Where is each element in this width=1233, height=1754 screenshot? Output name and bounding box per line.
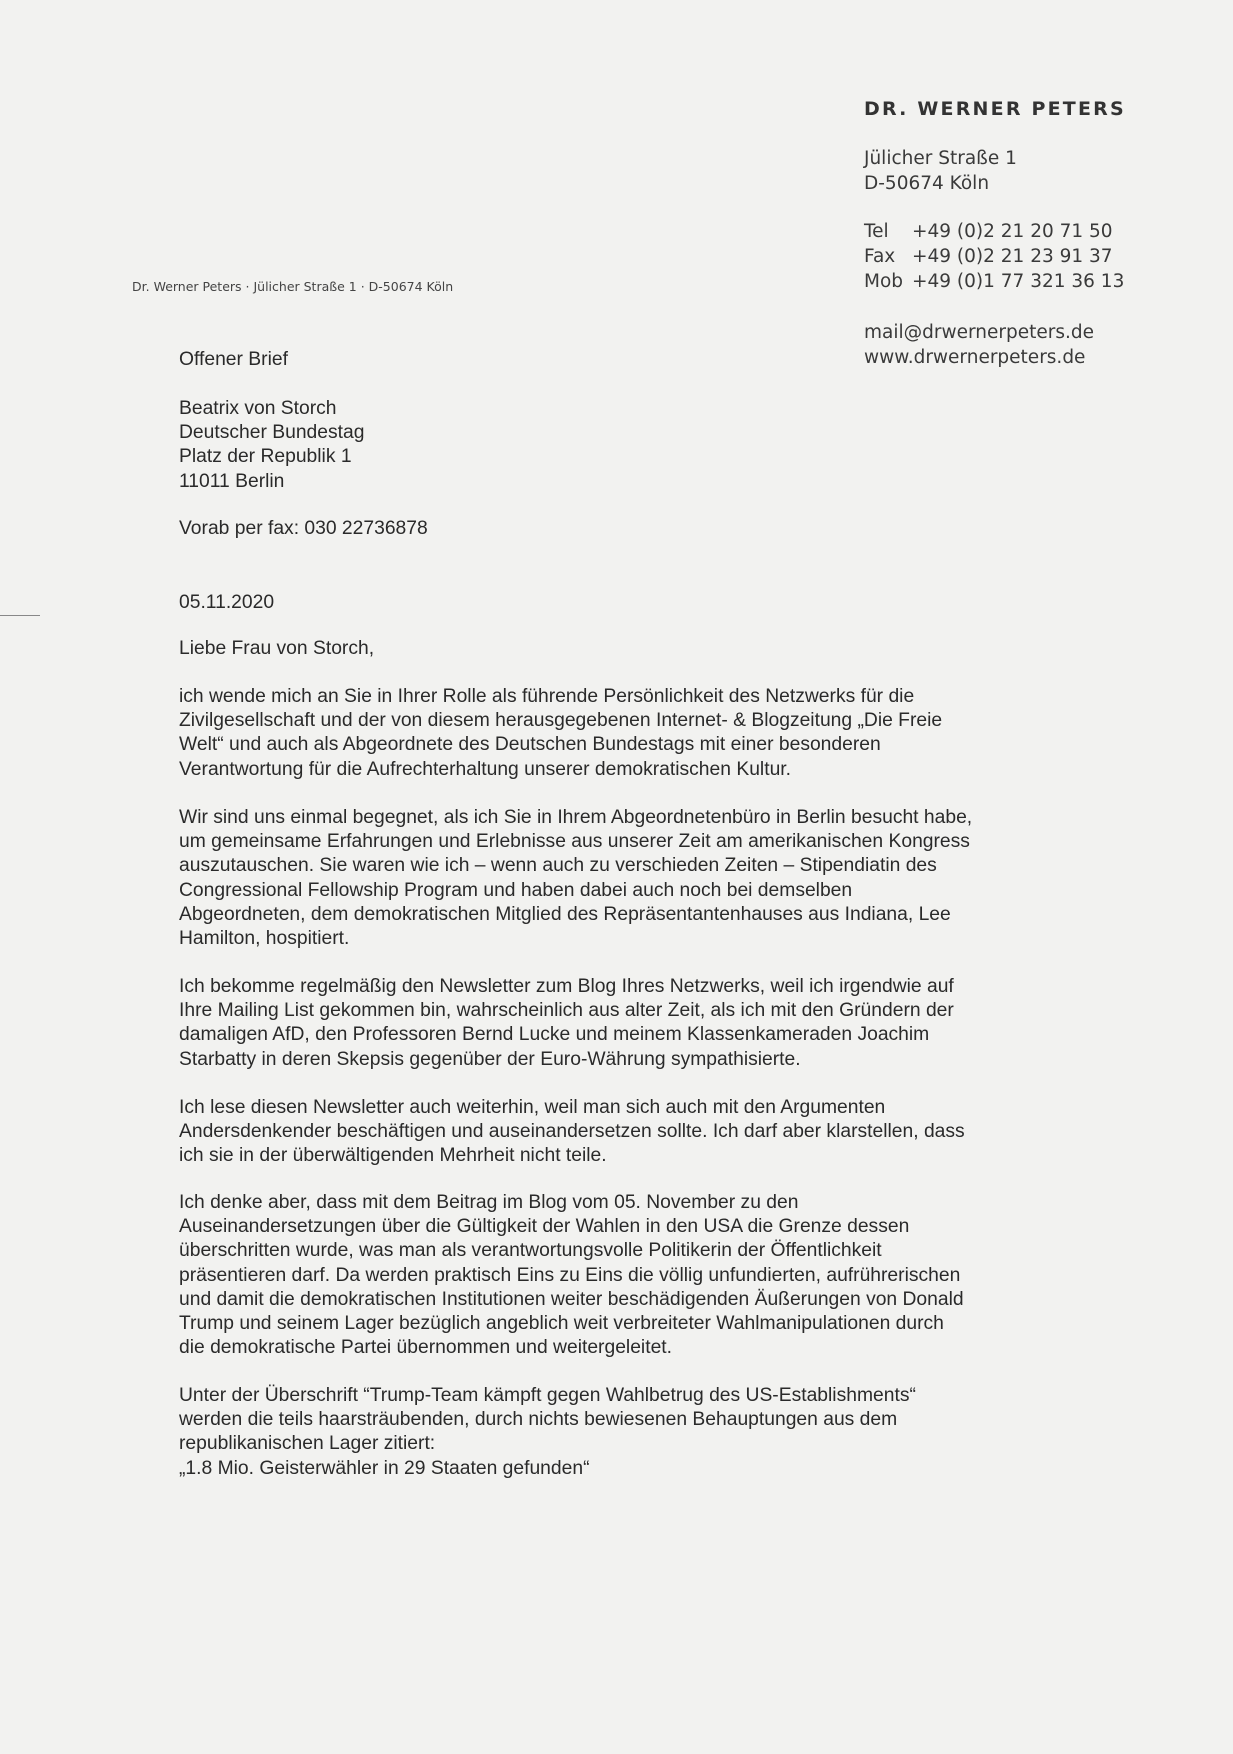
paragraph xyxy=(179,975,954,1072)
paragraph-line: ich wende mich an Sie in Ihrer Rolle als führende Persönlichkeit des Netzwerks für die xyxy=(179,686,915,707)
paragraph-line: um gemeinsame Erfahrungen und Erlebnisse aus unserer Zeit am amerikanischen Kongress xyxy=(179,831,970,853)
recipient-line: 11011 Berlin xyxy=(179,470,285,492)
fax-label: Fax xyxy=(864,246,896,267)
paragraph-line: Starbatty in deren Skepsis gegenüber der Euro-Währung sympathisierte. xyxy=(179,1048,801,1070)
paragraph-line: präsentieren darf. Da werden praktisch Eins zu Eins die völlig unfundierten, aufrührerischen xyxy=(179,1264,961,1286)
sender-email: mail@drwernerpeters.de xyxy=(864,322,1095,343)
sender-address xyxy=(864,146,1017,196)
paragraph-line: ich sie in der überwältigenden Mehrheit nicht teile. xyxy=(179,1145,607,1167)
recipient-line: Deutscher Bundestag xyxy=(179,422,365,444)
paragraph-line: Congressional Fellowship Program und haben dabei auch noch bei demselben xyxy=(179,879,853,901)
paragraph xyxy=(179,1191,964,1360)
paragraph-line: auszutauschen. Sie waren wie ich – wenn auch zu verschieden Zeiten – Stipendiatin des xyxy=(179,855,937,877)
paragraph xyxy=(179,1096,965,1169)
paragraph-line: Ich bekomme regelmäßig den Newsletter zum Blog Ihres Netzwerks, weil ich irgendwie auf xyxy=(179,976,954,997)
fax-row xyxy=(864,244,1124,269)
paragraph-line: Unter der Überschrift “Trump-Team kämpft gegen Wahlbetrug des US-Establishments“ xyxy=(179,1385,916,1406)
paragraph-line: Verantwortung für die Aufrechterhaltung unserer demokratischen Kultur. xyxy=(179,758,791,780)
sender-street: Jülicher Straße 1 xyxy=(864,148,1017,169)
paragraph-line: Welt“ und auch als Abgeordnete des Deutschen Bundestags mit einer besonderen xyxy=(179,734,881,756)
recipient-address xyxy=(179,397,364,494)
tel-number: +49 (0)2 21 20 71 50 xyxy=(912,221,1113,242)
letterhead-name: DR. WERNER PETERS xyxy=(864,98,1126,120)
paragraph xyxy=(179,685,942,782)
paragraph-line: Andersdenkender beschäftigen und auseinandersetzen sollte. Ich darf aber klarstellen, dass xyxy=(179,1121,965,1143)
paragraph-line: republikanischen Lager zitiert: xyxy=(179,1433,436,1455)
paragraph-line: die demokratische Partei übernommen und weitergeleitet. xyxy=(179,1337,673,1359)
mob-row xyxy=(864,269,1124,294)
sender-phone-numbers xyxy=(864,219,1124,294)
fold-mark xyxy=(0,615,40,616)
letter-type: Offener Brief xyxy=(179,349,288,370)
paragraph-line: Ich lese diesen Newsletter auch weiterhin, weil man sich auch mit den Argumenten xyxy=(179,1097,886,1118)
salutation: Liebe Frau von Storch, xyxy=(179,638,375,659)
paragraph-line: Zivilgesellschaft und der von diesem herausgegebenen Internet- & Blogzeitung „Die Freie xyxy=(179,710,943,732)
paragraph-line: Abgeordneten, dem demokratischen Mitglied des Repräsentantenhauses aus Indiana, Lee xyxy=(179,903,951,925)
sender-city: D-50674 Köln xyxy=(864,173,990,194)
sender-online-contact xyxy=(864,320,1094,370)
recipient-line: Platz der Republik 1 xyxy=(179,446,352,468)
recipient-line: Beatrix von Storch xyxy=(179,398,337,419)
mob-number: +49 (0)1 77 321 36 13 xyxy=(912,271,1125,292)
paragraph-line: werden die teils haarsträubenden, durch nichts bewiesenen Behauptungen aus dem xyxy=(179,1409,898,1431)
paragraph-line: Ich denke aber, dass mit dem Beitrag im Blog vom 05. November zu den xyxy=(179,1192,799,1213)
paragraph-line: damaligen AfD, den Professoren Bernd Lucke und meinem Klassenkameraden Joachim xyxy=(179,1024,930,1046)
return-address-line: Dr. Werner Peters · Jülicher Straße 1 · D-50674 Köln xyxy=(132,279,454,294)
paragraph-line: „1.8 Mio. Geisterwähler in 29 Staaten gefunden“ xyxy=(179,1457,590,1479)
paragraph-line: und damit die demokratischen Institutionen weiter beschädigenden Äußerungen von Donald xyxy=(179,1288,964,1310)
sender-website: www.drwernerpeters.de xyxy=(864,347,1086,368)
tel-row xyxy=(864,219,1124,244)
paragraph-line: Auseinandersetzungen über die Gültigkeit der Wahlen in den USA die Grenze dessen xyxy=(179,1216,910,1238)
paragraph-line: Wir sind uns einmal begegnet, als ich Sie in Ihrem Abgeordnetenbüro in Berlin besucht habe, xyxy=(179,807,973,828)
paragraph-line: Ihre Mailing List gekommen bin, wahrscheinlich aus alter Zeit, als ich mit den Gründern der xyxy=(179,1000,954,1022)
tel-label: Tel xyxy=(864,221,889,242)
paragraph-line: Trump und seinem Lager bezüglich angeblich weit verbreiteter Wahlmanipulationen durch xyxy=(179,1313,944,1335)
mob-label: Mob xyxy=(864,271,904,292)
paragraph-line: Hamilton, hospitiert. xyxy=(179,928,350,950)
paragraph xyxy=(179,806,972,951)
paragraph xyxy=(179,1384,916,1481)
fax-note: Vorab per fax: 030 22736878 xyxy=(179,518,428,539)
paragraph-line: überschritten wurde, was man als verantwortungsvolle Politikerin der Öffentlichkeit xyxy=(179,1240,882,1262)
letter-date: 05.11.2020 xyxy=(179,592,275,613)
fax-number: +49 (0)2 21 23 91 37 xyxy=(912,246,1113,267)
